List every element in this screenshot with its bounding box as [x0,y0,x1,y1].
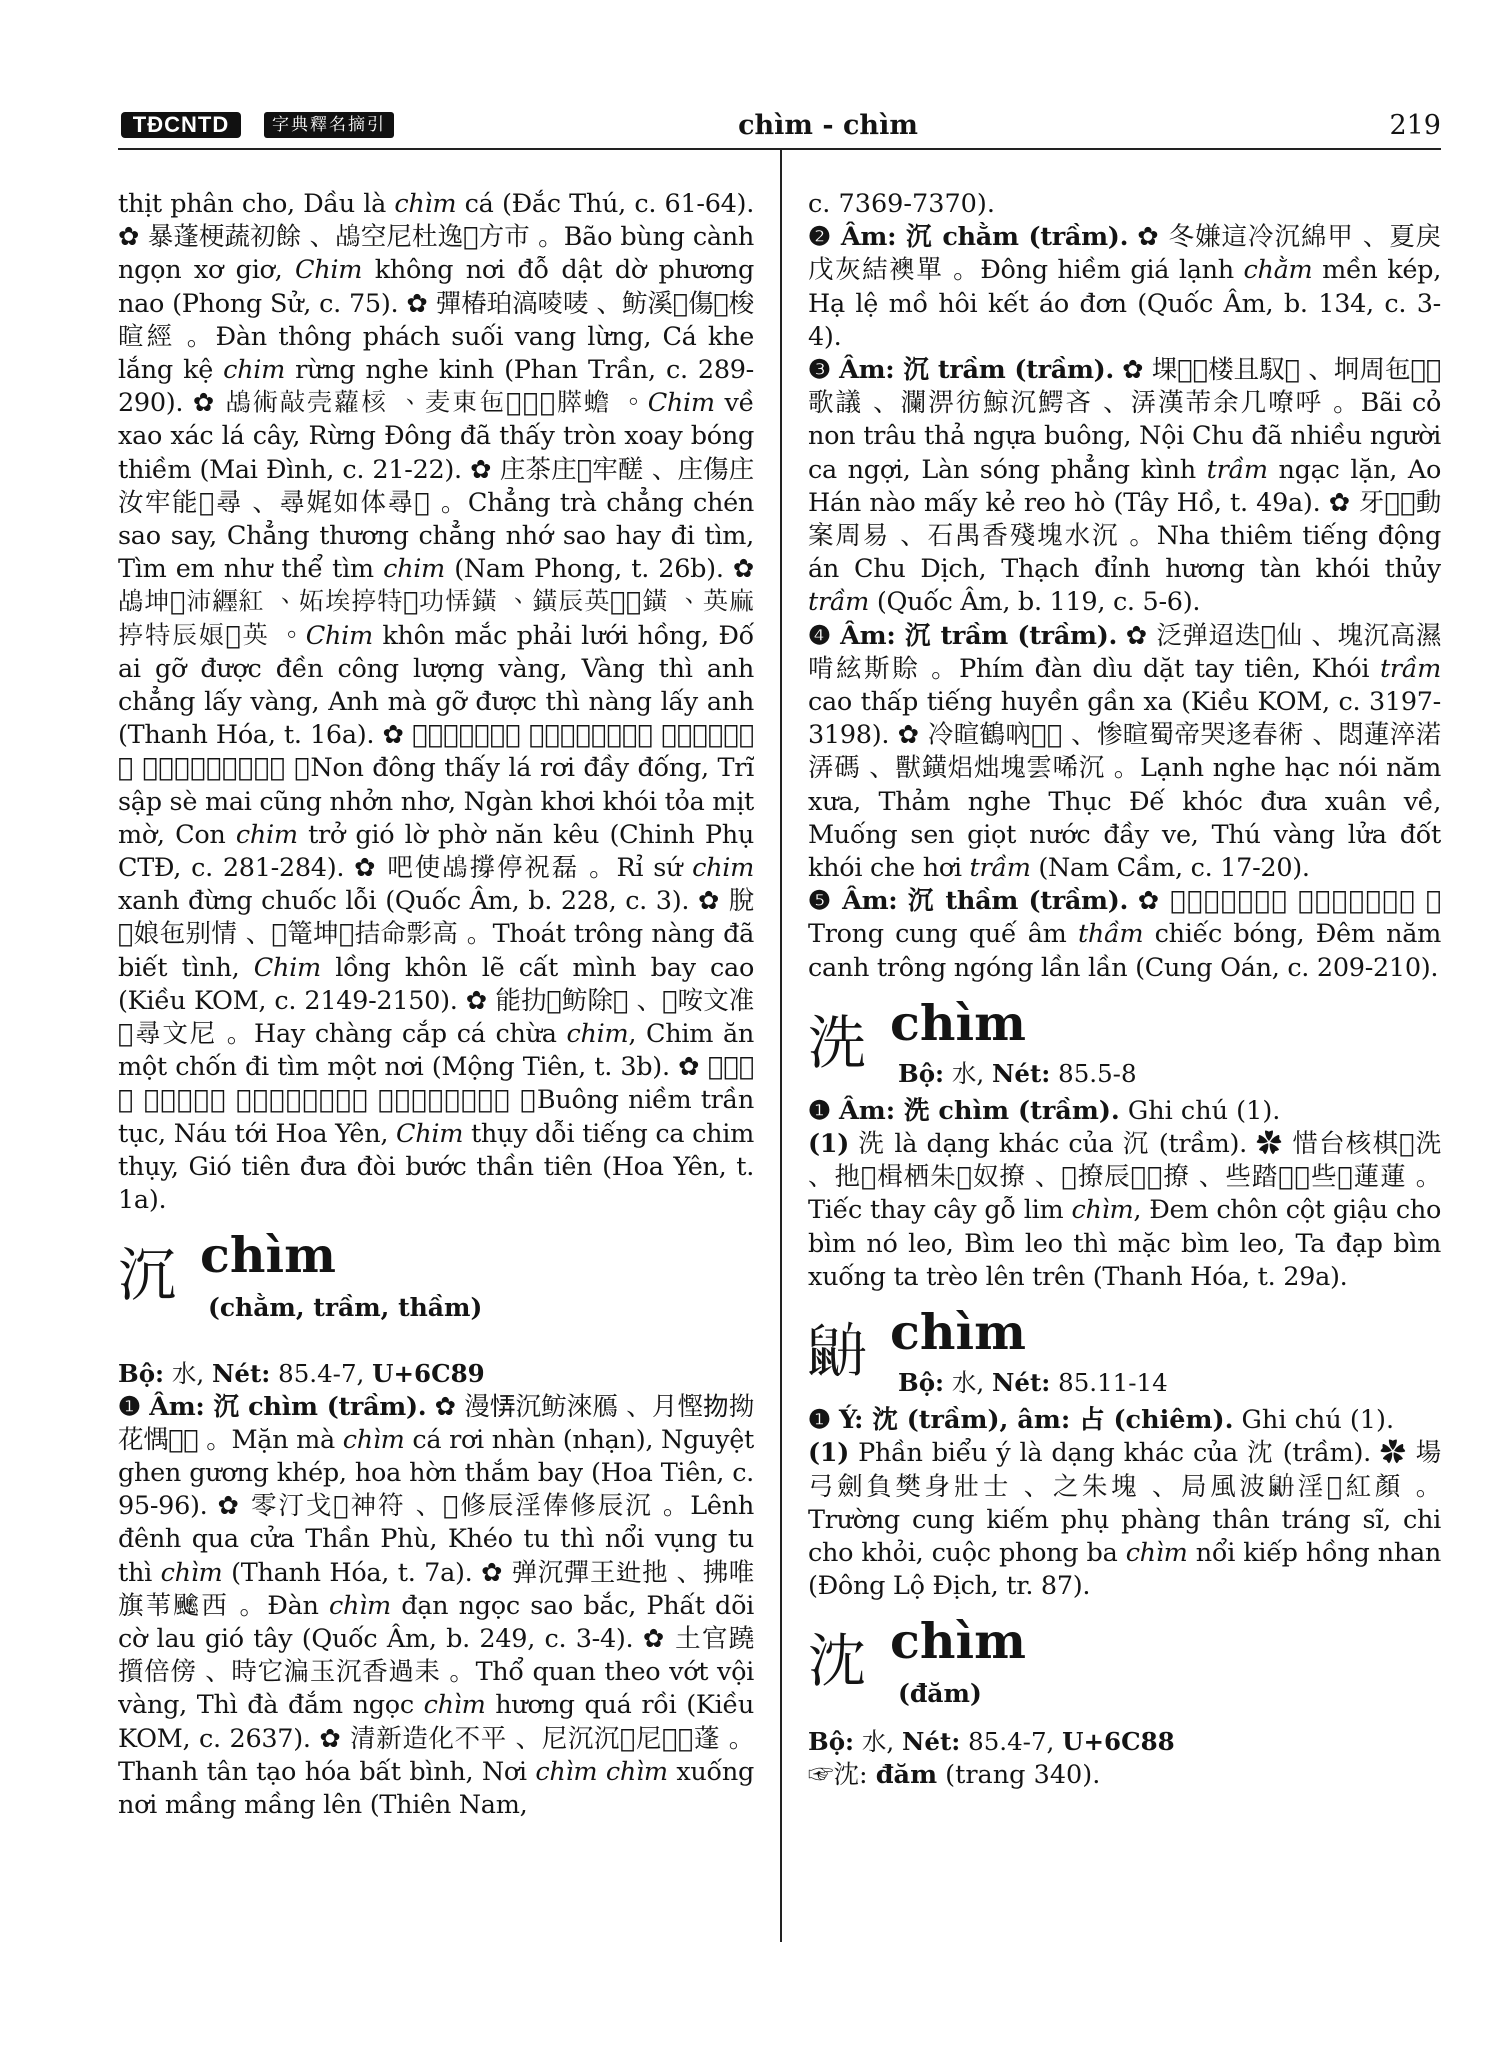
sense-paragraph: ❺ Âm: 沉 thầm (trầm). ✿ 𦣰宮桂音沉隻膵 、𢆥更瞠䫡𠫾𠫾 。Trong cung quế âm thầm chiếc bóng, Đêm năm canh trông ngóng lần lần (Cung Oán, c. 209-210). [808,886,1441,983]
entry-headword: chìm [200,1226,336,1285]
flower-icon: ✿ [1137,222,1160,253]
flower-icon: ✿ [642,1623,666,1654]
page-number: 219 [1389,110,1441,141]
right-column [808,188,1441,1958]
flower-icon: ✿ [1256,1129,1284,1160]
sense-number: ❸ [808,355,831,386]
sense-number: ❹ [808,620,832,651]
flower-icon: ✿ [1380,1438,1407,1469]
flower-icon: ✿ [481,1557,504,1588]
flower-icon: ✿ [678,1052,700,1083]
sense-number: ❺ [808,886,833,917]
radical-stroke-line: Bộ: 水, Nét: 85.5-8 [898,1058,1137,1088]
flower-icon: ✿ [470,454,492,485]
cross-reference-link[interactable]: đăm [875,1759,938,1790]
left-column [118,188,754,1958]
entry-headword: chìm [890,993,1026,1052]
flower-icon: ✿ [354,853,378,884]
pointing-hand-icon: ☞ [808,1759,834,1790]
radical-stroke-line: Bộ: 水, Nét: 85.4-7, U+6C88 [808,1727,1175,1757]
flower-icon: ✿ [434,1391,457,1422]
entry-header [808,1303,1441,1404]
flower-icon: ✿ [382,720,405,751]
entry-header [808,993,1441,1095]
flower-icon: ✿ [406,288,428,319]
flower-icon: ✿ [319,1723,342,1754]
entry-header [808,1612,1441,1725]
flower-icon: ✿ [118,222,140,253]
sense-paragraph: ❶ Âm: 沉 chìm (trầm). ✿ 漫𢙱沉鲂淶鴈 、月慳𢪱拗花㥥𦀺𦀻 。Mặn mà chìm cá rơi nhàn (nhạn), Nguyệt ghen gương khép, hoa hờn thắm bay (Hoa Tiên, c. 95-96). ✿ 零汀戈𨷯神符 、𡗶修辰淫俸修辰沉 。Lênh đênh qua cửa Thần Phù, Khéo tu thì nổi vụng tu thì chìm (Thanh Hóa, t. 7a). ✿ 弹沉彈王𨑮扡 、拂唯旗苇𩙍西 。Đàn chìm đạn ngọc sao bắc, Phất dõi cờ lau gió tây (Quốc Âm, b. 249, c. 3-4). ✿ 土官蹺㩫倍傍 、時它㴜玉沉香過耒 。Thổ quan theo vớt vội vàng, Thì đà đắm ngọc chìm hương quá rồi (Kiều KOM, c. 2637). ✿ 清新造化不平 、尼沉沉𨑻尼𣛨𣛨蓬 。Thanh tân tạo hóa bất bình, Nơi chìm chìm xuống nơi mầng mầng lên (Thiên Nam, [118,1391,754,1820]
entry-header [118,1226,754,1357]
flower-icon: ✿ [897,720,920,751]
sense-number: ❶ [808,1095,831,1126]
seal-logo: 字典釋名摘引 [264,112,394,138]
entry-character: 𪕄 [808,1318,867,1387]
sense-paragraph: ❷ Âm: 沉 chằm (trầm). ✿ 冬嫌這冷沉綿甲 、夏戾戊灰結襖單 。Đông hiềm giá lạnh chằm mền kép, Hạ lệ mồ hôi kết áo đơn (Quốc Âm, b. 134, c. 3-4). [808,222,1441,352]
note-paragraph: (1) Phần biểu ý là dạng khác của 沈 (trầm). ✿ 場弓劍負樊身壯士 、之朱塊 、局風波𪕄淫𠜭紅顏 。Trường cung kiếm phụ phàng thân tráng sĩ, chi cho khỏi, cuộc phong ba chìm nổi kiếp hồng nhan (Đông Lộ Địch, tr. 87). [808,1438,1441,1602]
flower-icon: ✿ [465,985,488,1016]
sense-number: ❶ [118,1391,141,1422]
running-title: chìm - chìm [738,110,918,141]
sense-paragraph: ❶ Ý: 沈 (trầm), âm: 占 (chiêm). Ghi chú (1). [808,1405,1395,1436]
radical-stroke-line: Bộ: 水, Nét: 85.11-14 [898,1368,1168,1398]
sense-paragraph: ❸ Âm: 沉 trầm (trầm). ✿ 堁𦹵𡽫楼且馭𦬑 、坰周㐌𠦳𠶆歌議 、瀾淠彷鯨沉鰐吝 、㳥漢芾余几嘹呼 。Bãi cỏ non trâu thả ngựa buông, Nội Chu đã nhiều người ca ngợi, Làn sóng phẳng kình trầm ngạc lặn, Ao Hán nào mấy kẻ reo hò (Tây Hồ, t. 49a). ✿ 牙𥱯𠶆動案周易 、石禺香殘塊水沉 。Nha thiêm tiếng động án Chu Dịch, Thạch đỉnh hương tàn khói thủy trầm (Quốc Âm, b. 119, c. 5-6). [808,355,1441,618]
sense-paragraph: ❹ Âm: 沉 trầm (trầm). ✿ 泛弹迢迭𢌌仙 、塊沉高濕啃絃斯賒 。Phím đàn dìu dặt tay tiên, Khói trầm cao thấp tiếng huyền gần xa (Kiều KOM, c. 3197-3198). ✿ 冷暄鶴吶𢆥𣈜 、惨暄蜀帝哭迻春術 、悶蓮淬渃㳥碼 、獸鐄焒炪塊雲唏沉 。Lạnh nghe hạc nói năm xưa, Thảm nghe Thục Đế khóc đưa xuân về, Muống sen giọt nước đầy ve, Thú vàng lửa đốt khói che hơi trầm (Nam Cầm, c. 17-20). [808,620,1441,884]
flower-icon: ✿ [1328,487,1351,518]
flower-icon: ✿ [217,1491,241,1522]
continued-paragraph: thịt phân cho, Dầu là chìm cá (Đắc Thú, c. 61-64). ✿ 暴蓬梗蔬初餘 、𪀄空尼杜逸𣇜方市 。Bão bùng cành ngọn xơ giơ, Chim không nơi đỗ dật dờ phương nao (Phong Sử, c. 75). ✿ 彈椿珀滈㖫唛 、鲂溪𦗏傷𪀄梭暄經 。Đàn thông phách suối vang lừng, Cá khe lắng kệ chim rừng nghe kinh (Phan Trần, c. 289-290). ✿ 𪀄術敲壳蘿核 、麦東㐌𧡊𨇾𠻵膵蟾 。Chim về xao xác lá cây, Rừng Đông đã thấy tròn xoay bóng thiềm (Mai Đình, c. 21-22). ✿ 庄茶庄𠺙牢醝 、庄傷庄汝牢能𧗱尋 、尋娓如体尋𪀄 。Chẳng trà chẳng chén sao say, Chẳng thương chẳng nhớ sao hay đi tìm, Tìm em như thể tìm chim (Nam Phong, t. 26b). ✿ 𪀄坤𪓇沛纒紅 、妬埃揨特𦓡功𢙱鐄 、鐄辰英𢭫𥙩鐄 、英麻揨特辰娘𥙩英 。Chim khôn mắc phải lưới hồng, Đố ai gỡ được đền công lượng vàng, Vàng thì anh chẳng lấy vàng, Anh mà gỡ được thì nàng lấy anh (Thanh Hóa, t. 16a). ✿ 𡽫東𧡊蘿掞苔𣘃 、𨕭習茌梅拱眼如 、岸澗塊鎖霳𩆐 、𡥵𪀄扳𩙍吘吱𠿗呌 。Non đông thấy lá rơi đầy đống, Trĩ sập sè mai cũng nhởn nhơ, Ngàn khơi khói tỏa mịt mờ, Con chim trở gió lờ phờ năn kêu (Chinh Phụ CTĐ, c. 281-284). ✿ 吧使𪀄撐停祝磊 。Rỉ sứ chim xanh đừng chuốc lỗi (Quốc Âm, b. 228, c. 3). ✿ 脫𬖉娘㐌别情 、𪀄篭坤𨦩拮命彯高 。Thoát trông nàng đã biết tình, Chim lồng khôn lẽ cất mình bay cao (Kiều KOM, c. 2149-2150). ✿ 能扐𢭮鲂除𪀄 、𪀄咹文准𧗱尋文尼 。Hay chàng cắp cá chừa chim, Chim ăn một chốn đi tìm một nơi (Mộng Tiên, t. 3b). ✿ 𦹳念塵俗 、𢩽細花煙 、𪀄瑞唯啃歌𪀄瑞 、愈僊迻隊䟠神僊 。Buông niềm trần tục, Náu tới Hoa Yên, Chim thụy dỗi tiếng ca chim thụy, Gió tiên đưa đòi bước thần tiên (Hoa Yên, t. 1a). [118,189,754,1216]
sense-paragraph: ❶ Âm: 洗 chìm (trầm). Ghi chú (1). [808,1095,1281,1126]
entry-variants: (chằm, trầm, thầm) [208,1293,483,1323]
sense-number: ❷ [808,222,832,253]
flower-icon: ✿ [192,388,216,419]
continued-citation: c. 7369-7370). [808,189,995,219]
entry-headword: chìm [890,1612,1026,1671]
radical-stroke-line: Bộ: 水, Nét: 85.4-7, U+6C89 [118,1359,485,1389]
column-divider [780,150,782,1942]
sense-number: ❶ [808,1405,831,1436]
cross-reference: ☞沈: đăm (trang 340). [808,1759,1101,1790]
page-header [118,108,1441,148]
flower-icon: ✿ [1122,355,1144,386]
note-paragraph: (1) 洗 là dạng khác của 沉 (trầm). ✿ 惜台核棋𣘃洗 、扡𢱒楫栖朱𦹵奴撩 、𦹵撩辰𪓇𦹵撩 、些踏𦹵𨅸些𢴑蓮蓮 。Tiếc thay cây gỗ lim chìm, Đem chôn cột giậu cho bìm nó leo, Bìm leo thì mặc bìm leo, Ta đạp bìm xuống ta trèo lên trên (Thanh Hóa, t. 29a). [808,1129,1441,1292]
entry-character: 洗 [808,1008,867,1077]
flower-icon: ✿ [1137,886,1161,917]
entry-headword: chìm [890,1303,1026,1362]
flower-icon: ✿ [697,886,720,917]
flower-icon: ✿ [1125,620,1148,651]
entry-character: 沈 [808,1627,867,1696]
flower-icon: ✿ [732,554,754,585]
book-logo: TĐCNTD [121,112,241,138]
entry-variants: (đăm) [898,1679,982,1709]
entry-character: 沉 [118,1241,177,1310]
